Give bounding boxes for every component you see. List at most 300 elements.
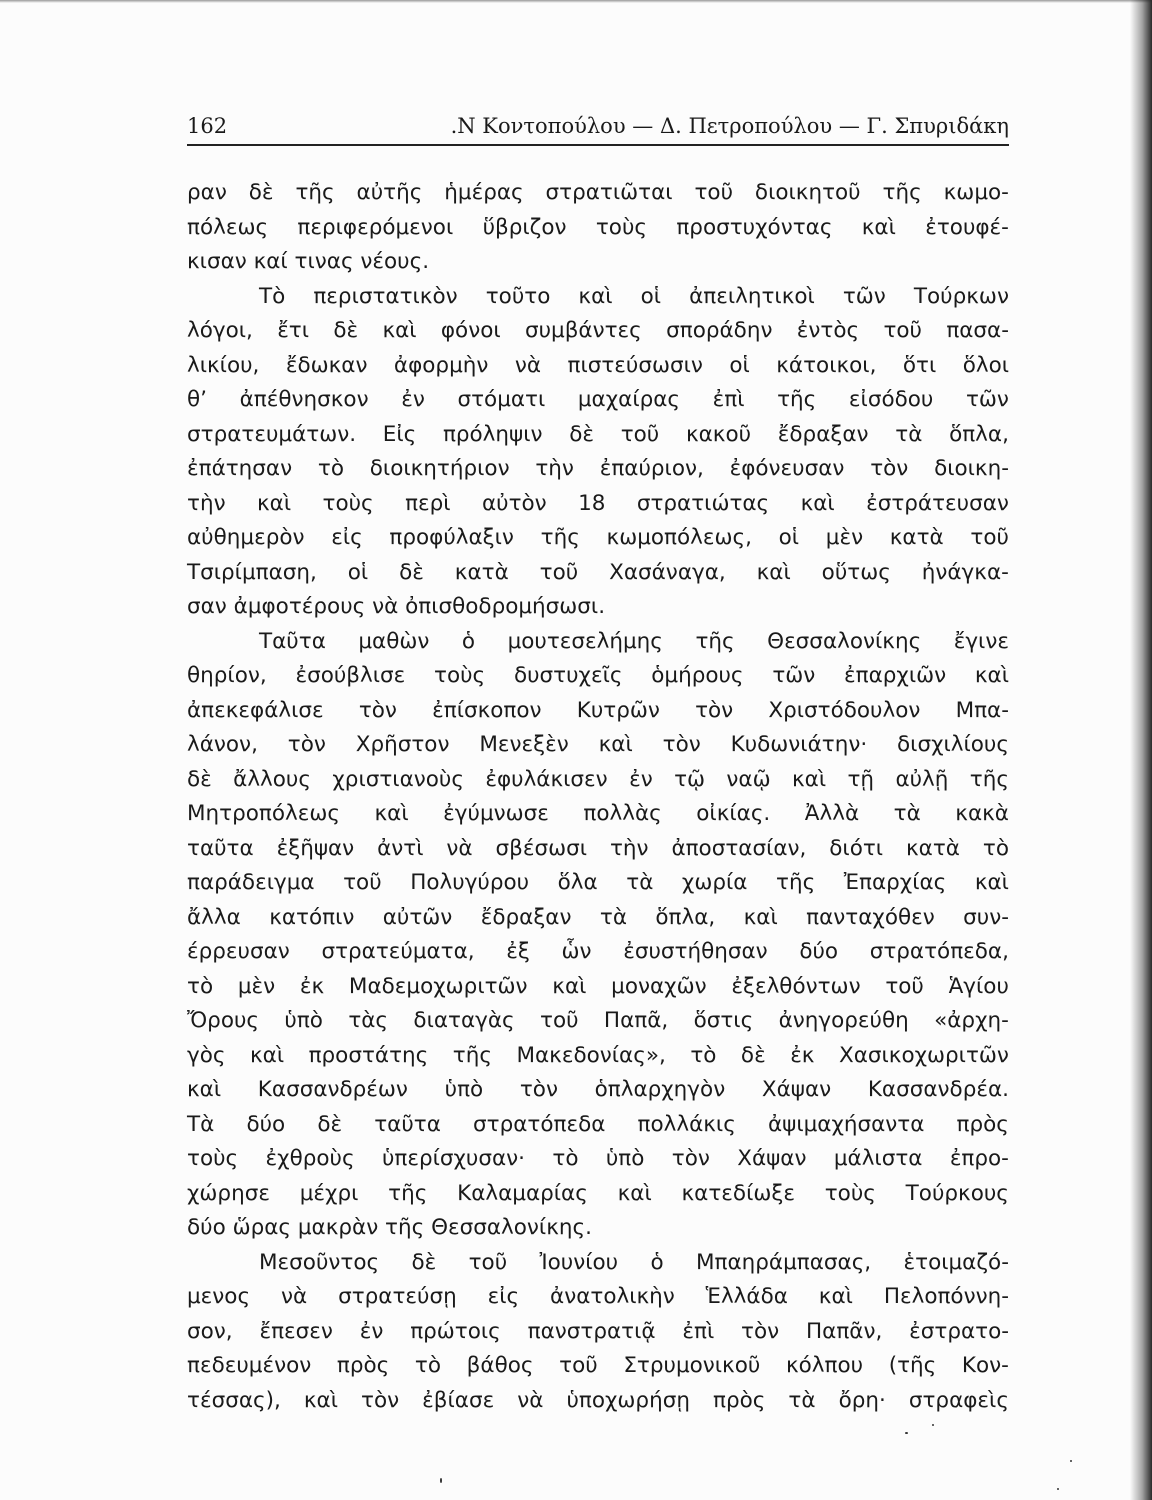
word: ὅπλα, [949,421,1009,447]
body-text [187,176,1009,1418]
word: Ἰουνίου [539,1249,619,1275]
text-line [187,521,1009,556]
text-line [187,659,1009,694]
word: τῆς [388,1180,428,1206]
word: τὰς [348,1008,389,1033]
word: τοῦ [970,525,1009,550]
word: τῆς [695,628,735,654]
scan-speck [440,1478,442,1483]
word: μενος [187,1284,251,1309]
word: Τσιρίμπαση, [187,559,317,585]
word: ἐστρατο- [909,1318,1009,1344]
word: πανστρατιᾷ [527,1318,656,1344]
word: πεδευμένον [187,1353,312,1378]
word: εἰς [487,1284,520,1309]
word: στραφεὶς [908,1387,1009,1413]
word: Κασσανδρέα. [867,1077,1009,1102]
word: τὸν [671,1146,710,1171]
word: καὶ [974,870,1009,895]
word: αὐλῇ [895,766,949,792]
word: καὶ [303,1387,338,1413]
word: ἐξ [506,939,530,964]
word: τὰ [895,421,923,447]
text-line [187,556,1009,591]
word: ὅπλα, [655,904,716,930]
text-line [187,1349,1009,1384]
word: νὰ [517,1387,544,1413]
word: τοῦ [343,870,382,895]
word: τὸν [519,1077,558,1102]
word: καὶ [187,1077,222,1102]
word: διαταγὰς [413,1008,515,1033]
word: τὸ [690,1042,717,1068]
word: Τὸ [259,283,286,309]
word: στόματι [457,387,546,412]
word: περὶ [405,490,451,516]
page-header [187,110,1009,146]
text-line [187,1246,1009,1281]
word: Πολυγύρου [410,870,530,895]
word: ἐχθροὺς [265,1146,355,1171]
word: τοῦ [539,559,579,585]
word: (τῆς [888,1353,937,1378]
word: μὲν [825,525,864,550]
word: τὸ [982,835,1009,861]
word: καὶ [249,1042,285,1068]
word: οἰκίας. [696,801,771,826]
word: καὶ [756,559,791,585]
word: τὸν [870,456,909,481]
word: πιστεύσωσιν [567,352,703,378]
word: κάτοικοι, [776,352,877,378]
word: καὶ [791,766,827,792]
word: τὸν [695,697,734,723]
text-line [187,1280,1009,1315]
word: ἐπρο- [949,1146,1009,1171]
word: ἀποστασίαν, [671,835,807,861]
word: καὶ [382,318,417,343]
text-line [187,832,1009,867]
word: Παπᾶν, [805,1318,883,1344]
word: ὑπερίσχυσαν· [381,1146,526,1171]
word: δὲ [569,421,594,447]
word: δὲ [740,1042,766,1068]
scan-binding-shadow [1130,0,1152,1500]
word: ὁ [461,628,476,654]
word: τῆς [776,870,816,895]
word: τοῦ [540,1008,579,1033]
word: Χρῆστον [355,732,450,757]
word: ὅστις [693,1008,754,1033]
scan-top-edge [0,0,1152,3]
word: καὶ [861,214,896,240]
text-line [187,797,1009,832]
text-line [187,487,1009,522]
word: τῶν [842,283,886,309]
word: τῆς [540,525,580,550]
word: τέσσας), [187,1387,281,1413]
word: προστυχόντας [676,214,833,240]
word: τῆς [969,766,1009,792]
scan-speck [1057,1488,1059,1490]
word: τοῦ [620,421,660,447]
word: τῆς [295,180,335,205]
word: τῶν [772,663,816,688]
word: Μπα- [955,697,1009,723]
word: ἔτι [277,318,310,343]
running-head: .Ν Κοντοπούλου — Δ. Πετροπούλου — Γ. Σπυριδάκη [450,114,1009,138]
text-line: δύο ὥρας μακρὰν τῆς Θεσσαλονίκης. [187,1215,592,1240]
word: τοῦ [559,1353,598,1378]
text-line [187,1039,1009,1074]
text-line [187,935,1009,970]
word: Παπᾶ, [603,1008,669,1033]
word: πρὸς [713,1387,766,1413]
word: λάνον, [187,732,258,757]
word: κωμο- [943,180,1009,205]
text-line [187,625,1009,660]
word: στρατιῶται [545,180,673,205]
word: καὶ [974,663,1009,688]
word: ἐσυστήθησαν [623,939,768,964]
word: καὶ [800,490,835,516]
word: ἡμέρας [444,180,524,205]
word: τὸν [361,1387,400,1413]
word: εἰς [331,525,363,550]
word: ἐν [401,387,425,412]
word: θ’ [187,387,207,412]
word: δὲ [411,1249,437,1275]
word: ὑποχωρήσῃ [566,1387,690,1413]
word: καὶ [256,490,292,516]
word: δὲ [187,766,212,792]
word: νὰ [514,352,542,378]
word: κατεδίωξε [681,1180,795,1206]
word: στρατόπεδα, [869,939,1009,964]
word: δισχιλίους [897,732,1009,757]
word: ὅλα [557,870,598,895]
text-line [187,1384,1009,1419]
word: στρατόπεδα [473,1111,606,1137]
word: Μητροπόλεως [187,801,340,826]
word: ὕβριζον [482,214,567,240]
word: πανταχόθεν [806,904,935,930]
word: τοῦ [883,318,922,343]
scan-speck [1070,1460,1072,1462]
word: τοῦ [885,973,924,999]
word: συν- [963,904,1009,930]
word: Χριστόδουλον [768,697,921,723]
word: δυστυχεῖς [513,663,623,688]
word: δὲ [399,559,424,585]
word: οἱ [778,525,800,550]
text-line [187,866,1009,901]
word: τοὺς [322,490,374,516]
word: χωρία [681,870,748,895]
word: τῷ [674,766,706,792]
word: ἐπὶ [682,1318,715,1344]
word: πολλὰς [583,801,662,826]
word: μαχαίρας [577,387,681,412]
word: Πελοπόννη- [883,1284,1009,1309]
word: αὐτῶν [382,904,453,930]
word: ἐπαρχιῶν [844,663,947,688]
word: καὶ [743,904,778,930]
word: ταῦτα [187,835,254,861]
word: οὕτως [821,559,891,585]
word: χριστιανοὺς [332,766,464,792]
word: τοὺς [434,663,486,688]
word: Χασικοχωριτῶν [838,1042,1009,1068]
word: νὰ [446,835,473,861]
word: διότι [829,835,884,861]
word: Κυδωνιάτην· [730,732,868,757]
word: πρὸς [336,1353,390,1378]
word: Μεσοῦντος [259,1249,380,1275]
word: στρατεύματα, [321,939,475,964]
text-line [187,901,1009,936]
word: Καλαμαρίας [457,1180,588,1206]
scan-speck [905,1432,908,1434]
word: ἀψιμαχήσαντα [767,1111,925,1137]
word: δύο [799,939,839,964]
word: ἔπεσεν [259,1318,333,1344]
word: διοικητήριον [369,456,510,481]
word: δὲ [317,1111,343,1137]
word: ὑπὸ [444,1077,484,1102]
word: δύο [246,1111,286,1137]
word: τὸν [287,732,326,757]
word: τῆς [777,387,817,412]
text-line [187,383,1009,418]
word: Κυτρῶν [576,697,660,723]
text-line [187,728,1009,763]
word: Χασάναγα, [609,559,726,585]
word: Θεσσαλονίκης [767,628,922,654]
word: καὶ [374,801,409,826]
word: οἱ [640,283,662,309]
word: Χάψαν [761,1077,832,1102]
word: ἐξῆψαν [276,835,355,861]
word: ραν [187,180,227,205]
word: ἀνατολικὴν [550,1284,675,1309]
word: ὄρη· [838,1387,886,1413]
word: κακὰ [955,801,1009,826]
word: καὶ [818,1284,853,1309]
word: ἐσούβλισε [295,663,406,688]
word: ὁ [650,1249,664,1275]
word: τὸν [358,697,397,723]
word: ἐν [629,766,653,792]
word: τὴν [187,490,226,516]
word: ἐντὸς [796,318,860,343]
text-line [187,763,1009,798]
word: Τὰ [187,1111,215,1137]
word: τὸ [187,973,214,999]
word: τὴν [535,456,574,481]
word: τοὺς [187,1146,239,1171]
word: τοῦ [694,180,734,205]
word: διοικητοῦ [754,180,861,205]
word: ἐτουφέ- [925,214,1009,240]
word: τὸ [552,1146,579,1171]
word: ἐν [359,1318,384,1344]
word: μουτεσελήμης [507,628,663,654]
word: μάλιστα [833,1146,923,1171]
text-line [187,349,1009,384]
word: τὸ [317,456,344,481]
word: Ταῦτα [259,628,326,654]
text-line [187,1315,1009,1350]
word: μὲν [237,973,276,999]
word: τοῦ [468,1249,508,1275]
text-line [187,1108,1009,1143]
word: σον, [187,1318,233,1344]
text-line [187,314,1009,349]
word: ἐφυλάκισεν [485,766,608,792]
word: τοὺς [595,214,648,240]
word: Ἀλλὰ [804,801,860,826]
word: τὸν [741,1318,780,1344]
word: ἠνάγκα- [921,559,1009,585]
word: ὁπλαρχηγὸν [594,1077,726,1102]
word: πόλεως [187,214,269,240]
word: κατὰ [454,559,509,585]
word: Χάψαν [737,1146,807,1171]
word: «ἀρχη- [934,1008,1009,1033]
word: οἱ [347,559,369,585]
word: Ἑλλάδα [705,1284,788,1309]
word: σποράδην [666,318,773,343]
text-line [187,1142,1009,1177]
word: φόνοι [440,318,501,343]
word: ἑτοιμαζό- [903,1249,1009,1275]
word: ἀνηγορεύθη [778,1008,909,1033]
word: τὰ [599,904,628,930]
word: τῇ [847,766,875,792]
word: διοικη- [934,456,1009,481]
word: κόλπου [785,1353,864,1378]
word: Μπαηράμπασας, [695,1249,872,1275]
word: ὑπὸ [284,1008,323,1033]
word: ἔδραξαν [480,904,572,930]
text-line [187,694,1009,729]
word: ὑπὸ [605,1146,645,1171]
word: μαθὼν [358,628,430,654]
word: έρρευσαν [187,939,290,964]
word: Ὄρους [187,1008,260,1033]
word: βάθος [466,1353,534,1378]
word: Μακεδονίας», [516,1042,666,1068]
word: ἐπίσκοπον [432,697,542,723]
word: τοῦτο [485,283,551,309]
text-line [187,970,1009,1005]
word: ἀπεκεφάλισε [187,697,324,723]
word: κατόπιν [269,904,355,930]
text-line [187,418,1009,453]
word: πρόληψιν [442,421,543,447]
word: χώρησε [187,1180,270,1206]
word: τὰ [626,870,654,895]
word: οἱ [729,352,750,378]
word: τῆς [452,1042,492,1068]
word: αὐτὸν [481,490,547,516]
word: ἐκ [299,973,325,999]
word: Κασσανδρέων [257,1077,408,1102]
word: ἀντὶ [377,835,424,861]
word: τῆς [882,180,922,205]
word: παράδειγμα [187,870,315,895]
word: κατὰ [889,525,944,550]
word: μοναχῶν [611,973,707,999]
word: περιστατικὸν [313,283,458,309]
word: Εἰς [382,421,417,447]
word: λόγοι, [187,318,253,343]
word: στρατευμάτων. [187,421,357,447]
word: 18 [578,490,606,516]
text-line: σαν ἀμφοτέρους νὰ ὀπισθοδρομήσωσι. [187,594,606,619]
word: κωμοπόλεως, [606,525,752,550]
word: εἰσόδου [848,387,934,412]
word: αὐθημερὸν [187,525,305,550]
word: ἔδωκαν [285,352,368,378]
word: τῶν [965,387,1009,412]
word: Στρυμονικοῦ [623,1353,761,1378]
word: ἐπὶ [712,387,745,412]
word: τὰ [893,801,921,826]
word: Ἁγίου [948,973,1009,999]
word: τὴν [609,835,649,861]
text-line [187,1073,1009,1108]
word: δὲ [333,318,359,343]
word: Μαδεμοχωριτῶν [348,973,528,999]
word: ἐφόνευσαν [729,456,845,481]
word: προφύλαξιν [389,525,514,550]
word: καὶ [598,732,633,757]
word: πρώτοις [410,1318,501,1344]
word: ἀπειλητικοὶ [689,283,815,309]
word: ναῷ [726,766,771,792]
word: δὲ [248,180,274,205]
word: προστάτης [308,1042,429,1068]
word: ἐκ [790,1042,815,1068]
word: ἄλλους [233,766,311,792]
text-line [187,1004,1009,1039]
word: ἀπέθνησκον [239,387,369,412]
word: Μενεξὲν [479,732,569,757]
word: γὸς [187,1042,226,1068]
word: ἐβίασε [422,1387,495,1413]
word: συμβάντες [524,318,642,343]
word: κακοῦ [685,421,752,447]
word: ἄλλα [187,904,241,930]
word: τὸ [414,1353,442,1378]
page-number: 162 [187,114,228,138]
word: ὁμήρους [651,663,744,688]
word: πολλάκις [637,1111,736,1137]
word: πρὸς [956,1111,1009,1137]
word: καὶ [617,1180,652,1206]
text-line: κισαν καί τινας νέους. [187,249,430,274]
word: μέχρι [299,1180,359,1206]
word: κατὰ [906,835,960,861]
word: ὅτι [902,352,937,378]
word: αὐτῆς [356,180,423,205]
text-line [187,1177,1009,1212]
word: ἔδραξαν [777,421,869,447]
word: ταῦτα [374,1111,441,1137]
word: ἀφορμὴν [393,352,489,378]
